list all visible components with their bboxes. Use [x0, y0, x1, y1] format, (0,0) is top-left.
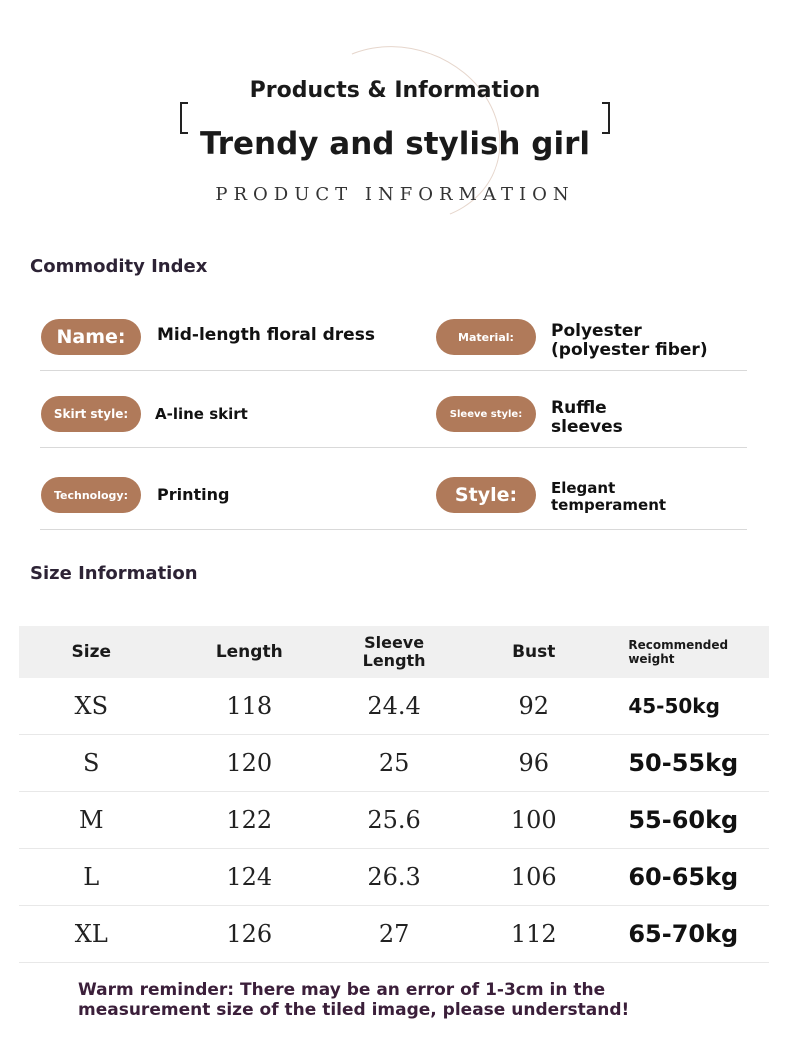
commodity-index-title: Commodity Index	[30, 256, 208, 277]
sleeve-cell: 24.4	[335, 678, 453, 735]
commodity-row	[40, 448, 747, 530]
size-cell: L	[19, 849, 164, 906]
technology-label-pill: Technology:	[41, 477, 141, 513]
weight-cell: 55-60kg	[614, 792, 769, 849]
size-cell: XS	[19, 678, 164, 735]
bust-cell: 106	[453, 849, 614, 906]
sleeve-cell: 26.3	[335, 849, 453, 906]
weight-cell: 65-70kg	[614, 906, 769, 963]
size-table-header	[19, 626, 769, 678]
header-bust: Bust	[453, 626, 614, 678]
table-row	[19, 678, 769, 735]
weight-cell: 45-50kg	[614, 678, 769, 735]
bust-cell: 96	[453, 735, 614, 792]
material-label-pill: Material:	[436, 319, 536, 355]
sleeve-style-label-pill: Sleeve style:	[436, 396, 536, 432]
header-main-title: Trendy and stylish girl	[199, 126, 591, 162]
sleeve-style-value: Ruffle sleeves	[551, 398, 623, 437]
size-cell: S	[19, 735, 164, 792]
skirt-style-label-pill: Skirt style:	[41, 396, 141, 432]
bust-cell: 92	[453, 678, 614, 735]
header-subtitle: PRODUCT INFORMATION	[215, 184, 575, 205]
size-cell: M	[19, 792, 164, 849]
table-row	[19, 792, 769, 849]
header-recommended-weight: Recommended weight	[614, 626, 769, 678]
style-label-pill: Style:	[436, 477, 536, 513]
sleeve-cell: 25	[335, 735, 453, 792]
header-title: Products & Information	[249, 78, 541, 103]
table-row	[19, 849, 769, 906]
table-row	[19, 906, 769, 963]
header-sleeve-length: Sleeve Length	[335, 626, 453, 678]
bust-cell: 100	[453, 792, 614, 849]
header-length: Length	[164, 626, 336, 678]
table-row	[19, 735, 769, 792]
length-cell: 118	[164, 678, 336, 735]
size-table	[19, 626, 769, 963]
size-information-title: Size Information	[30, 563, 198, 584]
style-value: Elegant temperament	[551, 479, 667, 514]
weight-cell: 50-55kg	[614, 735, 769, 792]
length-cell: 124	[164, 849, 336, 906]
material-value: Polyester (polyester fiber)	[551, 321, 708, 360]
sleeve-cell: 25.6	[335, 792, 453, 849]
commodity-index	[40, 300, 747, 530]
page-header	[0, 0, 790, 230]
name-label-pill: Name:	[41, 319, 141, 355]
technology-value: Printing	[157, 485, 230, 504]
warm-reminder: Warm reminder: There may be an error of 1-3cm in the measurement size of the tiled image, please understand!	[78, 980, 630, 1021]
weight-cell: 60-65kg	[614, 849, 769, 906]
length-cell: 126	[164, 906, 336, 963]
commodity-row	[40, 371, 747, 448]
header-size: Size	[19, 626, 164, 678]
bust-cell: 112	[453, 906, 614, 963]
length-cell: 120	[164, 735, 336, 792]
size-cell: XL	[19, 906, 164, 963]
name-value: Mid-length floral dress	[157, 325, 375, 345]
commodity-row	[40, 300, 747, 371]
sleeve-cell: 27	[335, 906, 453, 963]
skirt-style-value: A-line skirt	[155, 405, 248, 423]
length-cell: 122	[164, 792, 336, 849]
